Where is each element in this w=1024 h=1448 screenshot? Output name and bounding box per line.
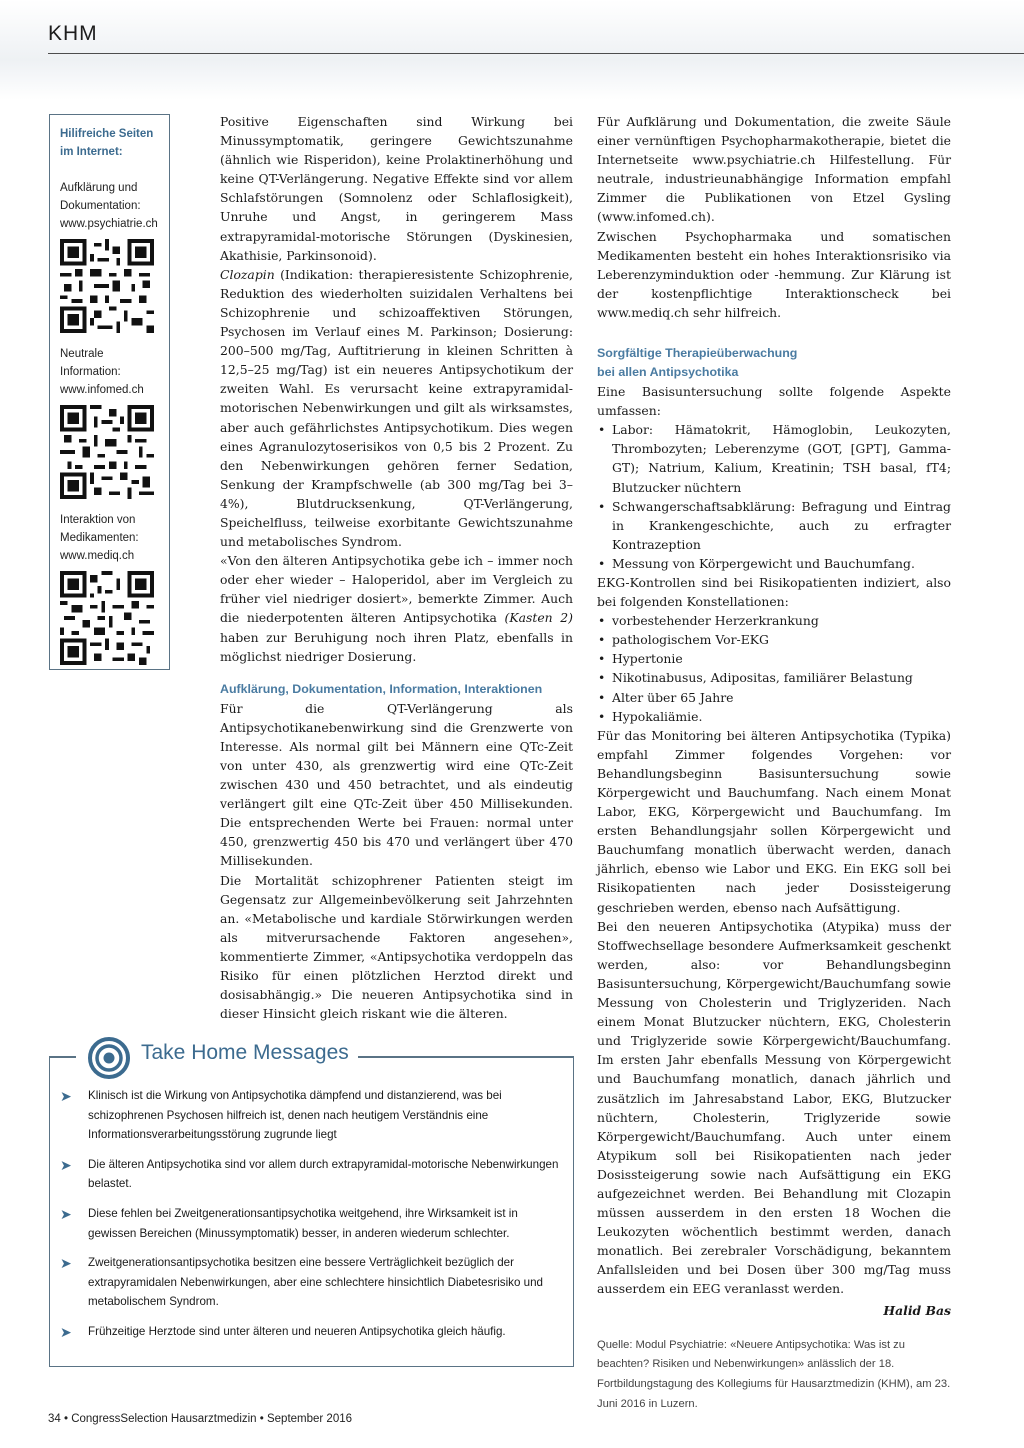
take-home-text: Zweitgenerationsantipsychotika besitzen eine bessere Verträglichkeit bezüglich der extrapyramidalen Nebenwirkungen, aber eine schlechtere hinsichtlich Diabetesrisiko und metabolischem Syndrom. bbox=[88, 1256, 543, 1309]
list-item: • Schwangerschaftsabklärung: Befragung und Eintrag in Krankengeschichte, auch zu erfragter Kontrazeption bbox=[597, 497, 951, 554]
list-item: • Hypertonie bbox=[597, 649, 951, 668]
take-home-text: Die älteren Antipsychotika sind vor allem durch extrapyramidal-motorische Nebenwirkungen belastet. bbox=[88, 1157, 559, 1191]
arrow-right-icon: ➤ bbox=[60, 1323, 72, 1340]
drug-term: Clozapin bbox=[220, 266, 275, 282]
paragraph: Positive Eigenschaften sind Wirkung bei Minussymptomatik, geringere Gewichtszunahme (ähnlich wie Risperidon), keine Prolaktinerhöhung und keine QT-Verlängerung. Negative Effekte sind vor allem Schlafstörungen (Somnolenz oder Schlaflosigkeit), Unruhe und Angst, in geringerem Mass extrapyramidal-motorische Störungen (Dyskinesien, Akathisie, Parkinsonoid). bbox=[220, 114, 573, 263]
take-home-item bbox=[60, 1322, 562, 1342]
source-note: Quelle: Modul Psychiatrie: «Neuere Antipsychotika: Was ist zu beachten? Risiken und Nebenwirkungen» anlässlich der 18. Fortbildungstagung des Kollegiums für Hausarztmedizin (KHM), am 23. Juni 2016 in Luzern. bbox=[597, 1338, 951, 1411]
box-reference: (Kasten 2) bbox=[504, 610, 573, 626]
list-item: • pathologischem Vor-EKG bbox=[597, 630, 951, 649]
paragraph: Die Mortalität schizophrener Patienten steigt im Gegensatz zur Allgemeinbevölkerung seit Jahrzehnten an. «Metabolische und kardiale Störwirkungen werden als mitverursachende Faktoren angesehen», kommentierte Zimmer, «Antipsychotika verdoppeln das Risiko für einen plötzlichen Herztod direkt und dosisabhängig.» Die neueren Antipsychotika sind in dieser Hinsicht gleich riskant wie die älteren. bbox=[220, 872, 573, 1022]
arrow-right-icon: ➤ bbox=[60, 1088, 72, 1104]
risk-list bbox=[597, 611, 951, 726]
paragraph: Bei den neueren Antipsychotika (Atypika) muss der Stoffwechsellage besondere Aufmerksamkeit geschenkt werden, also: vor Behandlungsbeginn Basisuntersuchung, Körpergewicht/Bauchumfang sowie Messung von Cholesterin und Triglyzeriden. Nach einem Monat Blutzucker nüchtern, EKG, Cholesterin und Triglyzeride sowie Körpergewicht/Bauchumfang. Im ersten Jahr ebenfalls Messung von Körpergewicht und Bauchumfang monatlich, danach jährlich und zusätzlich im Jahresabstand Labor, EKG, Blutzucker nüchtern, Cholesterin, Triglyzeride sowie Körpergewicht/Bauchumfang. Auch unter einem Atypikum soll bei Risikopatienten nach jeder Dosissteigerung sowie nach Aufsättigung ein EKG aufgezeichnet werden. Bei Behandlung mit Clozapin müssen ausserdem in den ersten 18 Wochen die Leukozyten wöchentlich bestimmt werden, danach monatlich. Bei zerebraler Vorschädigung, bekanntem Anfallsleiden und bei Dosen über 300 mg/Tag muss ausserdem ein EEG veranlasst werden. bbox=[597, 918, 951, 1297]
page-footer: 34 • CongressSelection Hausarztmedizin • September 2016 bbox=[48, 1413, 353, 1425]
take-home-title: Take Home Messages bbox=[141, 1041, 349, 1064]
section-heading-line: Sorgfältige Therapieüberwachung bbox=[597, 346, 798, 361]
paragraph-text: (Indikation: therapieresistente Schizophrenie, Reduktion des wiederholten suizidalen Verhaltens bei Schizophrenie und schizoaffektiven Störungen, Psychosen im Verlauf eines M. Parkinson; Dosierung: 200–500 mg/Tag, Auftitrierung in kleinen Schritten à 12,5–25 mg/Tag) ist ein neueres Antipsychotikum der zweiten Wahl. Es verursacht keine extrapyramidal-motorischen Nebenwirkungen und gilt als wirksamstes, aber auch gefährlichstes Antipsychotikum. Dies wegen eines Agranulozytoserisikos von 0,5 bis 2 Prozent. Zu den Nebenwirkungen gehören ferner Sedation, Senkung der Krampfschwelle (ab 300 mg/Tag bei 3–4%), Blutdrucksenkung, QT-Verlängerung, Speichelfluss, teilweise exorbitante Gewichtszunahme und metabolisches Syndrom. bbox=[220, 266, 573, 550]
paragraph: Für das Monitoring bei älteren Antipsychotika (Typika) empfahl Zimmer folgendes Vorgehen: vor Behandlungsbeginn Basisuntersuchung sowie Körpergewicht und Bauchumfang. Nach einem Monat Labor, EKG, Körpergewicht und Bauchumfang. Im ersten Behandlungsjahr sollen Körpergewicht und Bauchumfang monatlich überwacht werden, danach jährlich, ebenso wie Labor und EKG. Ein EKG soll bei Risikopatienten nach jeder Dosissteigerung geschrieben werden, ebenso nach Aufsättigung. bbox=[597, 727, 951, 915]
list-item: • Messung von Körpergewicht und Bauchumfang. bbox=[597, 554, 951, 573]
paragraph: Für die QT-Verlängerung als Antipsychotikanebenwirkung sind die Grenzwerte von Interesse. Als normal gilt bei Männern eine QTc-Zeit von unter 430, als grenzwertig wird eine QTc-Zeit zwischen 430 und 450 betrachtet, und als eindeutig verlängert gilt eine QTc-Zeit über 450 Millisekunden. Die entsprechenden Werte bei Frauen: normal unter 450, grenzwertig 450 bis 470 und verlängert über 470 Millisekunden. bbox=[220, 700, 573, 869]
take-home-item bbox=[60, 1086, 562, 1145]
take-home-border bbox=[358, 1056, 574, 1058]
sidebar-link-infomed[interactable]: Neutrale Information: www.infomed.ch bbox=[60, 348, 144, 396]
paragraph-text: haben zur Beruhigung noch ihren Platz, ebenfalls in möglichst niedriger Dosierung. bbox=[220, 629, 573, 664]
qr-code-icon bbox=[60, 571, 154, 665]
take-home-border bbox=[49, 1056, 76, 1058]
baseline-exam-list bbox=[597, 420, 951, 573]
take-home-item bbox=[60, 1253, 562, 1312]
paragraph: EKG-Kontrollen sind bei Risikopatienten indiziert, also bei folgenden Konstellationen: bbox=[597, 574, 951, 610]
sidebar-link-mediq[interactable]: Interaktion von Medikamenten: www.mediq.ch bbox=[60, 514, 139, 562]
list-item: • Alter über 65 Jahre bbox=[597, 688, 951, 707]
take-home-text: Klinisch ist die Wirkung von Antipsychotika dämpfend und distanzierend, was bei schizophrenen Psychosen hilfreich ist, denen nach heutigem Verständnis eine Informationsverarbeitungsstörung zugrunde liegt bbox=[88, 1089, 502, 1142]
take-home-text: Frühzeitige Herztode sind unter älteren und neueren Antipsychotika gleich häufig. bbox=[88, 1324, 506, 1338]
journal-section-title: KHM bbox=[48, 22, 98, 45]
paragraph: Zwischen Psychopharmaka und somatischen Medikamenten besteht ein hohes Interaktionsrisiko via Leberenzyminduktion oder -hemmung. Zur Klärung ist der kostenpflichtige Interaktionscheck bei www.mediq.ch sehr hilfreich. bbox=[597, 228, 951, 320]
paragraph: Eine Basisuntersuchung sollte folgende Aspekte umfassen: bbox=[597, 384, 951, 419]
qr-code-icon bbox=[60, 239, 154, 333]
arrow-right-icon: ➤ bbox=[60, 1205, 72, 1222]
take-home-list bbox=[60, 1086, 562, 1352]
qr-code-icon bbox=[60, 405, 154, 499]
header-band bbox=[0, 0, 1024, 100]
section-heading: Aufklärung, Dokumentation, Information, Interaktionen bbox=[220, 681, 543, 696]
list-item: • vorbestehender Herzerkrankung bbox=[597, 611, 951, 630]
list-item: • Labor: Hämatokrit, Hämoglobin, Leukozyten, Thrombozyten; Leberenzyme (GOT, [GPT], Gamma-GT); Natrium, Kalium, Kreatinin; TSH basal, fT4; Blutzucker nüchtern bbox=[597, 420, 951, 496]
take-home-item bbox=[60, 1204, 562, 1243]
header-divider bbox=[48, 53, 1024, 54]
paragraph-clozapin bbox=[220, 265, 573, 551]
take-home-text: Diese fehlen bei Zweitgenerationsantipsychotika weitgehend, ihre Wirksamkeit ist in gewissen Bereichen (Minussymptomatik) besser, in anderen wiederum schlechter. bbox=[88, 1206, 518, 1240]
arrow-right-icon: ➤ bbox=[60, 1255, 72, 1272]
author-byline: Halid Bas bbox=[883, 1302, 951, 1318]
paragraph bbox=[220, 551, 573, 666]
article-column-1 bbox=[220, 112, 573, 1023]
sidebar-link-psychiatrie[interactable]: Aufklärung und Dokumentation: www.psychiatrie.ch bbox=[60, 182, 158, 230]
section-heading bbox=[597, 344, 951, 382]
list-item: • Nikotinabusus, Adipositas, familiärer Belastung bbox=[597, 668, 951, 687]
section-heading-line: bei allen Antipsychotika bbox=[597, 365, 739, 380]
links-sidebar bbox=[49, 114, 170, 670]
list-item: • Hypokaliämie. bbox=[597, 707, 951, 726]
article-column-2 bbox=[597, 112, 951, 1415]
take-home-item bbox=[60, 1155, 562, 1194]
sidebar-heading: Hilifreiche Seiten im Internet: bbox=[60, 128, 154, 158]
target-icon bbox=[88, 1037, 130, 1079]
paragraph-text: «Von den älteren Antipsychotika gebe ich – immer noch oder eher wieder – Haloperidol, aber im Vergleich zu früher viel niedriger dosiert», bemerkte Zimmer. Auch die niederpotenten älteren Antipsychotika bbox=[220, 553, 573, 626]
paragraph: Für Aufklärung und Dokumentation, die zweite Säule einer vernünftigen Psychopharmakotherapie, bietet die Internetseite www.psychiatrie.ch Hilfestellung. Für neutrale, industrieunabhängige Information empfahl Zimmer die Publikationen von Etzel Gysling (www.infomed.ch). bbox=[597, 114, 951, 225]
arrow-right-icon: ➤ bbox=[60, 1156, 72, 1173]
